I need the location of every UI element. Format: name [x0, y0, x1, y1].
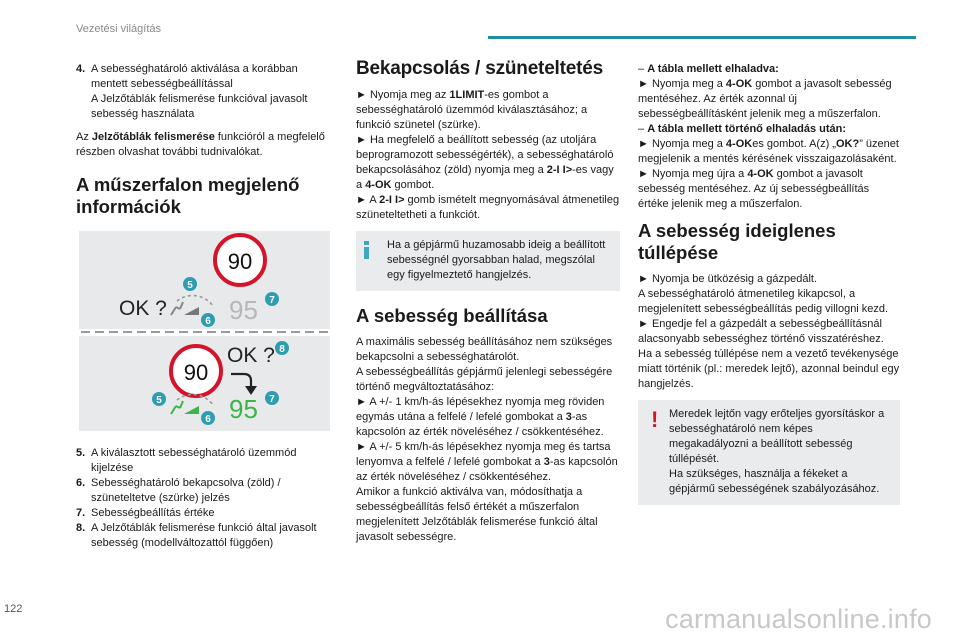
sub-heading-passing — [638, 62, 900, 77]
legend-text: Sebességhatároló bekapcsolva (zöld) / szüneteltetve (szürke) jelzés — [91, 477, 281, 504]
callout-6-label: 6 — [205, 316, 211, 327]
info-text: Ha a gépjármű huzamosabb ideig a beállított sebességnél gyorsabban halad, megszólal egy figyelmeztető hangjelzés. — [387, 239, 606, 281]
figure-legend — [76, 446, 338, 551]
warning-text: Ha szükséges, használja a fékeket a gépjármű sebességének szabályozásához. — [669, 468, 880, 495]
text-run: ► Nyomja meg az — [356, 89, 450, 101]
ref-text-pre: Az — [76, 131, 92, 143]
text-run: -es vagy a — [356, 164, 614, 191]
button-ref: 2-I I> — [379, 194, 405, 206]
paragraph-confirm-save — [638, 167, 900, 212]
warning-box — [638, 400, 900, 505]
button-ref: 2-I I> — [546, 164, 573, 176]
button-ref: 1LIMIT — [449, 89, 485, 101]
button-ref: 4-OK — [747, 168, 774, 180]
text-run: gombot a javasolt sebesség mentéséhez. Az új sebességbeállítás értéke jelenik meg a műszerfalon. — [638, 168, 870, 210]
instrument-panel-figure — [79, 231, 330, 431]
callout-7-label: 7 — [269, 295, 275, 306]
callout-5-label: 5 — [187, 280, 193, 291]
section-heading-speed-setting: A sebesség beállítása — [356, 305, 548, 326]
text-run: -as kapcsolón az érték növeléséhez / csökkentéséhez. — [356, 411, 604, 438]
column-left — [76, 62, 338, 218]
paragraph-ok-request — [638, 137, 900, 167]
reference-paragraph — [76, 130, 338, 160]
watermark: carmanualsonline.info — [665, 604, 932, 634]
speed-sign-value: 90 — [183, 360, 209, 385]
paragraph-flashing: A sebességhatároló átmenetileg kikapcsol, a megjelenített sebességbeállítás pedig villogni kezd. — [638, 288, 889, 315]
paragraph-alarm: Ha a sebesség túllépése nem a vezető tevékenysége miatt történik (pl.: meredek lejtő), azonnal beindul egy hangjelzés. — [638, 348, 900, 390]
paragraph-accelerator: ► Nyomja be ütközésig a gázpedált. — [638, 273, 818, 285]
legend-item — [76, 506, 338, 521]
sub-heading-after-passing — [638, 122, 900, 137]
set-speed-value: 95 — [229, 295, 258, 325]
item4-line3: A Jelzőtáblák felismerése funkcióval javasolt — [91, 93, 308, 105]
text-run: ► Ha megfelelő a beállított sebesség (az utoljára beprogramozott sebességérték), a sebességhatároló bekapcsolásához (zöld) nyomja meg a — [356, 134, 614, 176]
paragraph-no-activation: A maximális sebesség beállításához nem szükséges bekapcsolni a sebességhatárolót. — [356, 336, 613, 363]
paragraph-save-now — [638, 77, 900, 122]
text-run: gomb ismételt megnyomásával átmenetileg szüneteltetheti a funkciót. — [356, 194, 620, 221]
info-icon — [364, 241, 369, 257]
button-ref: 3 — [565, 411, 572, 423]
paragraph-change-speed: A sebességbeállítás gépjármű jelenlegi sebességére történő megváltoztatásához: — [356, 366, 613, 393]
legend-item — [76, 446, 338, 476]
legend-number: 8. — [76, 522, 86, 534]
legend-item — [76, 521, 338, 551]
set-speed-value: 95 — [229, 394, 258, 424]
text-run: ► A — [356, 194, 380, 206]
legend-text: Sebességbeállítás értéke — [91, 507, 215, 519]
column-middle — [356, 58, 620, 545]
figure-svg — [79, 231, 330, 431]
section-heading-instrument-panel: A műszerfalon megjelenő információk — [76, 174, 300, 217]
section-heading-exceed: A sebesség ideiglenes túllépése — [638, 220, 836, 263]
legend-item — [76, 476, 338, 506]
dash: – — [638, 123, 648, 135]
text-run: -as kapcsolón az érték növeléséhez / csökkentéséhez. — [356, 456, 618, 483]
item4-line1: A sebességhatároló aktiválása a korábban — [91, 63, 298, 75]
item4-line2: mentett sebességbeállítással — [91, 78, 233, 90]
legend-number: 6. — [76, 477, 86, 489]
callout-8-label: 8 — [279, 344, 285, 355]
paragraph-select-mode — [356, 88, 620, 133]
paragraph-step-1 — [356, 395, 620, 440]
paragraph-step-5 — [356, 440, 620, 485]
ok-prompt: OK ? — [227, 344, 275, 367]
paragraph-release: ► Engedje fel a gázpedált a sebességbeállításnál alacsonyabb sebességhez történő visszatéréshez. — [638, 318, 884, 345]
text-run: ► A +/- 5 km/h-ás lépésekhez nyomja meg és tartsa lenyomva a felfelé / lefelé gombokat a — [356, 441, 611, 468]
text-run: ► A +/- 1 km/h-ás lépésekhez nyomja meg röviden egymás utána a felfelé / lefelé gombokat a — [356, 396, 605, 423]
header-accent-bar — [488, 36, 916, 39]
paragraph-suggested-speed: Amikor a funkció aktiválva van, módosíthatja a sebességbeállítás felső értékét a műszerfalon megjelenített Jelzőtáblák felismerése funkció által javasolt sebességre. — [356, 486, 598, 543]
list-number: 4. — [76, 63, 86, 75]
text-run: gombot a javasolt sebesség mentéséhez. Az érték azonnal új sebességbeállításként jelenik meg a műszerfalon. — [638, 78, 892, 120]
header-title: Vezetési világítás — [76, 23, 161, 35]
legend-number: 7. — [76, 507, 86, 519]
sub-heading-text: A tábla mellett elhaladva: — [647, 63, 779, 75]
legend-text: A Jelzőtáblák felismerése funkció által javasolt sebesség (modellváltozattól függően) — [91, 522, 317, 549]
paragraph-pause — [356, 193, 620, 223]
text-run: ► Nyomja meg a — [638, 138, 726, 150]
ok-prompt: OK ? — [119, 297, 167, 320]
text-run: ” üzenet megjelenik a mentés kérésének visszaigazolásaként. — [638, 138, 899, 165]
text-run: -es gombot a sebességhatároló üzemmód kiválasztásához; a funkció szünetel (szürke). — [356, 89, 588, 131]
legend-number: 5. — [76, 447, 86, 459]
column-right — [638, 62, 900, 505]
list-item-4 — [76, 62, 338, 122]
text-run: ► Nyomja meg a — [638, 78, 726, 90]
button-ref: 4-OK — [365, 179, 392, 191]
button-ref: 3 — [543, 456, 550, 468]
ok-ref: OK? — [835, 138, 860, 150]
legend-text: A kiválasztott sebességhatároló üzemmód kijelzése — [91, 447, 297, 474]
info-box — [356, 231, 620, 291]
warning-text: Meredek lejtőn vagy erőteljes gyorsításkor a sebességhatároló nem képes megakadályozni a beállított sebesség túllépését. — [669, 408, 885, 465]
ref-text-post: funkcióról a megfelelő részben olvashat további tudnivalókat. — [76, 131, 325, 158]
sub-heading-text: A tábla mellett történő elhaladás után: — [647, 123, 847, 135]
text-run: es gombot. A(z) „ — [752, 138, 836, 150]
paragraph-activate — [356, 133, 620, 193]
text-run: gombot. — [391, 179, 435, 191]
item4-line4: sebesség használata — [91, 108, 195, 120]
callout-6-label: 6 — [205, 414, 211, 425]
ref-text-bold: Jelzőtáblák felismerése — [91, 131, 215, 143]
text-run: ► Nyomja meg újra a — [638, 168, 748, 180]
warning-icon: ! — [651, 407, 659, 432]
button-ref: 4-OK — [725, 138, 753, 150]
page-number: 122 — [4, 603, 23, 615]
callout-5-label: 5 — [156, 395, 162, 406]
callout-7-label: 7 — [269, 394, 275, 405]
dash: – — [638, 63, 648, 75]
section-heading-activation: Bekapcsolás / szüneteltetés — [356, 58, 603, 79]
button-ref: 4-OK — [725, 78, 753, 90]
speed-sign-value: 90 — [227, 249, 253, 274]
